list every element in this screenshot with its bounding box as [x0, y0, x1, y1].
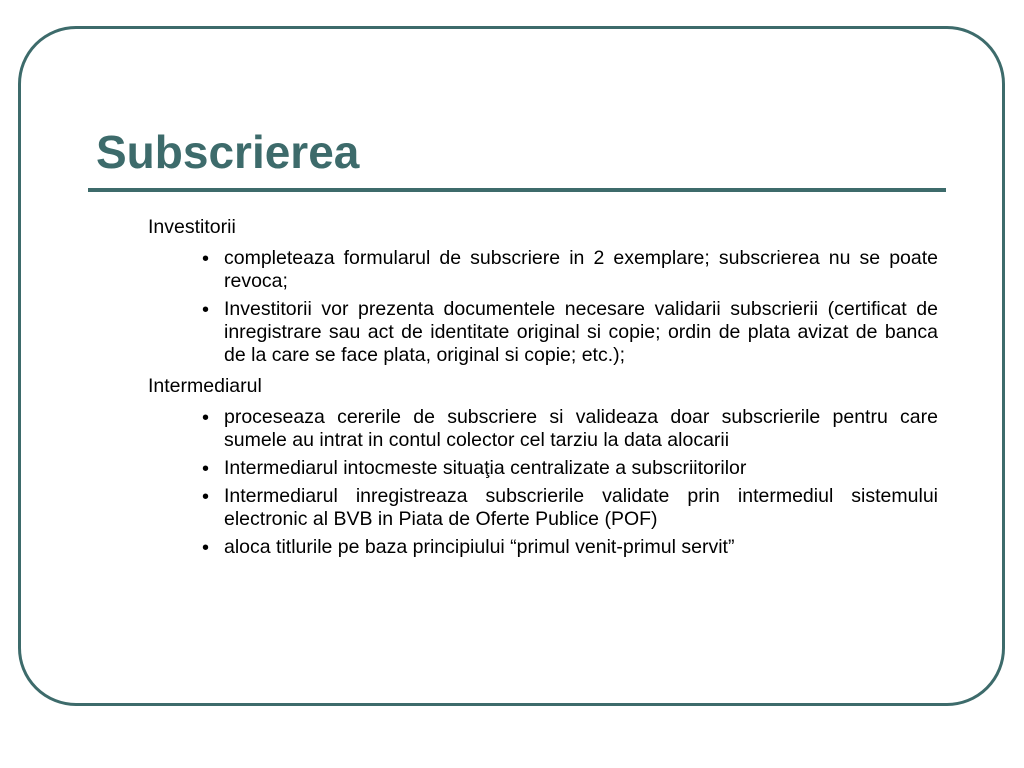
bullet-list-intermediarul [148, 406, 938, 559]
section-heading-intermediarul: Intermediarul [148, 375, 262, 397]
bullet-icon: • [202, 486, 210, 508]
title-underline [88, 188, 946, 192]
bullet-text: Investitorii vor prezenta documentele necesare validarii subscrierii (certificat de inregistrare sau act de identitate original si copie; ordin de plata avizat de banca de la care se face plata, original si copie; etc.); [224, 298, 938, 366]
bullet-text: proceseaza cererile de subscriere si valideaza doar subscrierile pentru care sumele au intrat in contul colector cel tarziu la data alocarii [224, 406, 938, 451]
bullet-text: Intermediarul intocmeste situaţia centralizate a subscriitorilor [224, 457, 747, 479]
bullet-icon: • [202, 299, 210, 321]
list-item [148, 298, 938, 367]
bullet-icon: • [202, 458, 210, 480]
list-item [148, 536, 938, 559]
bullet-icon: • [202, 248, 210, 270]
bullet-text: aloca titlurile pe baza principiului “primul venit-primul servit” [224, 536, 735, 558]
slide-content [148, 216, 938, 564]
bullet-icon: • [202, 407, 210, 429]
slide-title: Subscrierea [96, 126, 360, 178]
bullet-text: Intermediarul inregistreaza subscrierile validate prin intermediul sistemului electronic al BVB in Piata de Oferte Publice (POF) [224, 485, 938, 530]
bullet-list-investitorii [148, 247, 938, 367]
list-item [148, 247, 938, 293]
bullet-text: completeaza formularul de subscriere in 2 exemplare; subscrierea nu se poate revoca; [224, 247, 938, 292]
list-item [148, 485, 938, 531]
bullet-icon: • [202, 537, 210, 559]
list-item [148, 406, 938, 452]
list-item [148, 457, 938, 480]
section-heading-investitorii: Investitorii [148, 216, 236, 238]
